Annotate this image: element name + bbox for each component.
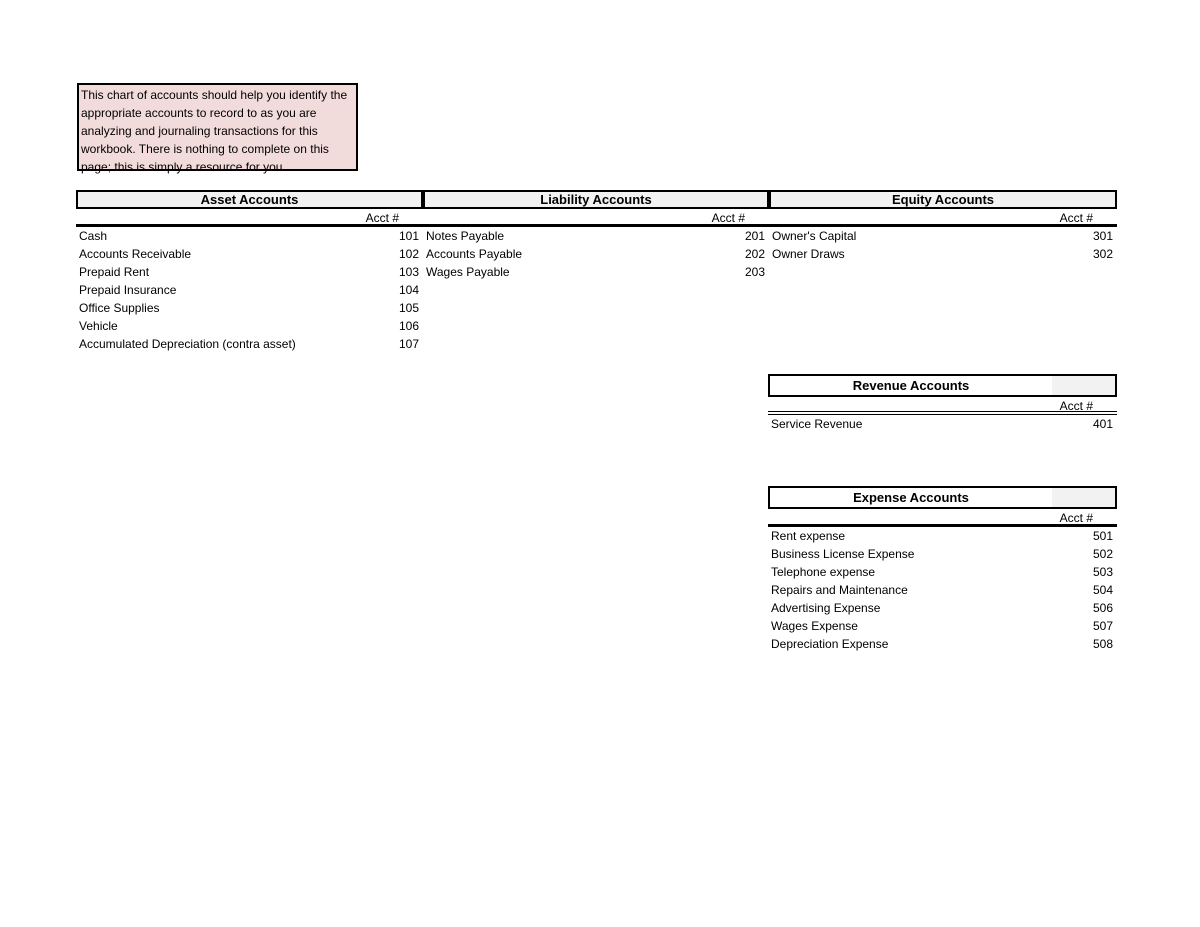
account-row (768, 635, 1117, 653)
expense-accounts-header (768, 486, 1117, 509)
account-row (423, 245, 769, 263)
account-name: Prepaid Insurance (79, 283, 177, 297)
account-number: 106 (398, 319, 419, 333)
account-number: 201 (744, 229, 765, 243)
expense-accounts-title: Expense Accounts (853, 490, 969, 505)
account-name: Owner's Capital (772, 229, 857, 243)
account-name: Accounts Receivable (79, 247, 192, 261)
account-row (76, 317, 423, 335)
account-number: 507 (1092, 619, 1113, 633)
account-name: Vehicle (79, 319, 118, 333)
account-number: 103 (398, 265, 419, 279)
account-name: Wages Expense (771, 619, 858, 633)
equity-accounts-section (769, 190, 1117, 263)
account-row (76, 299, 423, 317)
liability-accounts-header: Liability Accounts (423, 190, 769, 209)
account-number: 101 (398, 229, 419, 243)
account-row (768, 415, 1117, 433)
account-number: 504 (1092, 583, 1113, 597)
account-row (768, 545, 1117, 563)
account-name: Office Supplies (79, 301, 160, 315)
account-number: 508 (1092, 637, 1113, 651)
asset-accounts-section (76, 190, 423, 353)
account-name: Cash (79, 229, 108, 243)
account-name: Owner Draws (772, 247, 845, 261)
account-number: 102 (398, 247, 419, 261)
liability-rows (423, 227, 769, 281)
account-number: 105 (398, 301, 419, 315)
account-number: 501 (1092, 529, 1113, 543)
liability-accounts-section (423, 190, 769, 281)
account-row (769, 227, 1117, 245)
account-name: Telephone expense (771, 565, 876, 579)
account-row (76, 281, 423, 299)
instruction-note: This chart of accounts should help you identify the appropriate accounts to record to as you are analyzing and journaling transactions for this workbook. There is nothing to complete on this page; this is simply a resource for you. (77, 83, 358, 171)
account-name: Accounts Payable (426, 247, 523, 261)
account-number: 401 (1092, 417, 1113, 431)
account-name: Prepaid Rent (79, 265, 150, 279)
account-name: Depreciation Expense (771, 637, 889, 651)
account-row (76, 263, 423, 281)
account-number: 506 (1092, 601, 1113, 615)
account-row (768, 527, 1117, 545)
account-row (76, 335, 423, 353)
account-number: 107 (398, 337, 419, 351)
account-number: 104 (398, 283, 419, 297)
account-row (76, 245, 423, 263)
revenue-accounts-header (768, 374, 1117, 397)
account-row (768, 563, 1117, 581)
account-number: 302 (1092, 247, 1113, 261)
expense-rows (768, 527, 1117, 653)
account-number: 301 (1092, 229, 1113, 243)
asset-rows (76, 227, 423, 353)
account-name: Rent expense (771, 529, 846, 543)
account-name: Business License Expense (771, 547, 915, 561)
header-shade (1052, 376, 1115, 395)
account-name: Accumulated Depreciation (contra asset) (79, 337, 296, 351)
account-row (769, 245, 1117, 263)
account-row (768, 599, 1117, 617)
account-number: 503 (1092, 565, 1113, 579)
liability-acct-label: Acct # (423, 209, 769, 227)
account-row (423, 263, 769, 281)
account-number: 203 (744, 265, 765, 279)
header-shade (1052, 488, 1115, 507)
account-name: Wages Payable (426, 265, 510, 279)
expense-acct-label: Acct # (768, 509, 1117, 527)
revenue-accounts-title: Revenue Accounts (852, 378, 970, 393)
account-number: 202 (744, 247, 765, 261)
account-row (76, 227, 423, 245)
account-row (423, 227, 769, 245)
asset-accounts-header: Asset Accounts (76, 190, 423, 209)
account-name: Advertising Expense (771, 601, 881, 615)
revenue-rows (768, 415, 1117, 433)
revenue-accounts-section (768, 374, 1117, 433)
account-row (768, 581, 1117, 599)
account-number: 502 (1092, 547, 1113, 561)
account-row (768, 617, 1117, 635)
asset-acct-label: Acct # (76, 209, 423, 227)
account-name: Service Revenue (771, 417, 863, 431)
revenue-acct-label: Acct # (768, 397, 1117, 415)
account-name: Notes Payable (426, 229, 505, 243)
expense-accounts-section (768, 486, 1117, 653)
equity-rows (769, 227, 1117, 263)
equity-acct-label: Acct # (769, 209, 1117, 227)
account-name: Repairs and Maintenance (771, 583, 908, 597)
equity-accounts-header: Equity Accounts (769, 190, 1117, 209)
